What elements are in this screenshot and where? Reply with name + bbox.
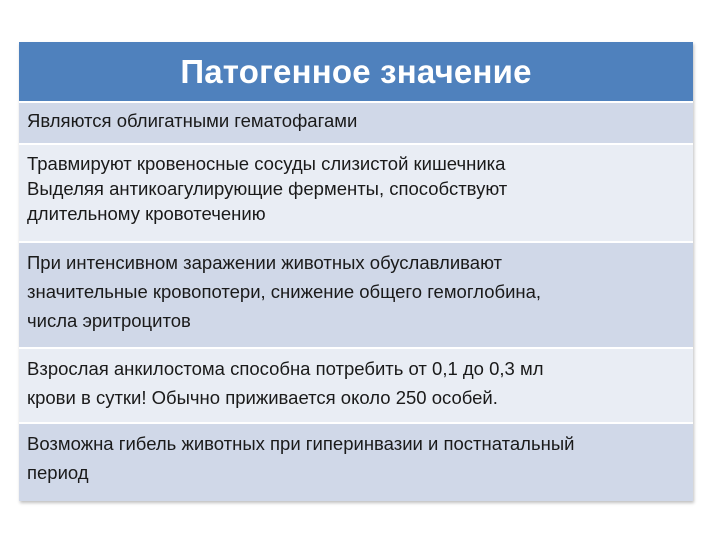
content-table xyxy=(19,42,693,501)
table-row xyxy=(19,145,693,243)
row-text-line: значительные кровопотери, снижение общего гемоглобина, xyxy=(27,281,542,302)
row-text-line: Являются облигатными гематофагами xyxy=(27,110,358,131)
row-text-line: Возможна гибель животных при гиперинвазии и постнатальный xyxy=(27,433,575,454)
row-text-line: длительному кровотечению xyxy=(27,203,266,224)
row-text-line: числа эритроцитов xyxy=(27,310,191,331)
table-row xyxy=(19,103,693,145)
row-text-line: При интенсивном заражении животных обуславливают xyxy=(27,252,503,273)
row-text-line: Взрослая анкилостома способна потребить от 0,1 до 0,3 мл xyxy=(27,358,544,379)
row-text-line: период xyxy=(27,462,89,483)
row-text-line: Выделяя антикоагулирующие ферменты, способствуют xyxy=(27,178,508,199)
table-row xyxy=(19,243,693,349)
table-title: Патогенное значение xyxy=(19,42,693,103)
row-text-line: Травмируют кровеносные сосуды слизистой кишечника xyxy=(27,153,506,174)
table-row xyxy=(19,349,693,424)
table-row xyxy=(19,424,693,501)
row-text-line: крови в сутки! Обычно приживается около 250 особей. xyxy=(27,387,498,408)
